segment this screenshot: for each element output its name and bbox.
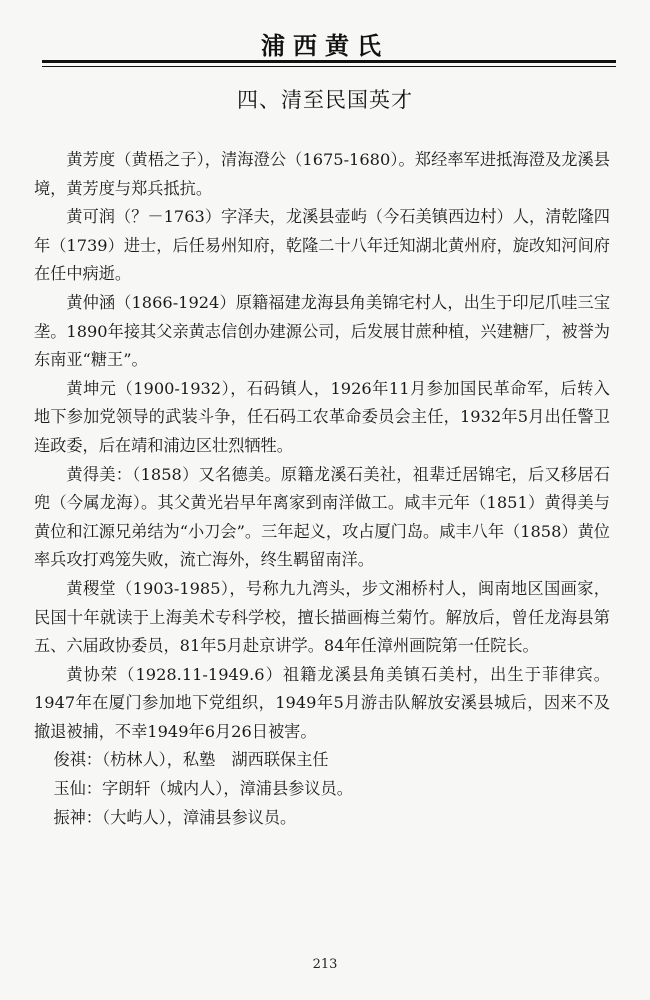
paragraph-huang-kunyuan: 黄坤元（1900-1932），石码镇人，1926年11月参加国民革命军，后转入地下参加党领导的武装斗争，任石码工农革命委员会主任，1932年5月出任警卫连政委，后在靖和浦边区壮烈牺牲。 — [34, 378, 610, 455]
paragraph-huang-fangdu: 黄芳度（黄梧之子），清海澄公（1675-1680）。郑经率军进抵海澄及龙溪县境，黄芳度与郑兵抵抗。 — [34, 150, 610, 198]
paragraph-huang-zhonghan: 黄仲涵（1866-1924）原籍福建龙海县角美锦宅村人，出生于印尼爪哇三宝垄。1890年接其父亲黄志信创办建源公司，后发展甘蔗种植，兴建糖厂，被誉为东南亚“糖王”。 — [34, 292, 610, 370]
paragraph-huang-xierong: 黄协荣（1928.11-1949.6）祖籍龙溪县角美镇石美村，出生于菲律宾。1947年在厦门参加地下党组织，1949年5月游击队解放安溪县城后，因来不及撤退被捕，不幸1949年6月26日被害。 — [34, 664, 610, 741]
header-rule-thick — [42, 60, 616, 63]
paragraph-huang-demei: 黄得美：（1858）又名德美。原籍龙溪石美社，祖辈迁居锦宅，后又移居石兜（今属龙海）。其父黄光岩早年离家到南洋做工。咸丰元年（1851）黄得美与黄位和江源兄弟结为“小刀会”。三年起义，攻占厦门岛。咸丰八年（1858）黄位率兵攻打鸡笼失败，流亡海外，终生羁留南洋。 — [34, 464, 610, 570]
sub-entry-zhenshen: 振神：（大屿人），漳浦县参议员。 — [53, 807, 297, 827]
body-text — [34, 146, 610, 832]
header-rule-thin — [42, 66, 616, 67]
running-header-title: 浦西黄氏 — [261, 32, 389, 60]
sub-entry-yuxian: 玉仙：字朗轩（城内人），漳浦县参议员。 — [53, 779, 353, 799]
sub-entry-junqi: 俊祺：（枋林人），私塾 湖西联保主任 — [53, 750, 329, 770]
paragraph-huang-jitang: 黄稷堂（1903-1985），号称九九湾头，步文湘桥村人，闽南地区国画家，民国十年就读于上海美术专科学校，擅长描画梅兰菊竹。解放后，曾任龙海县第五、六届政协委员，81年5月赴京讲学。84年任漳州画院第一任院长。 — [34, 578, 610, 656]
section-title: 四、清至民国英才 — [237, 88, 413, 112]
paragraph-huang-kerun: 黄可润（？－1763）字泽夫，龙溪县壶屿（今石美镇西边村）人，清乾隆四年（1739）进士，后任易州知府，乾隆二十八年迁知湖北黄州府，旋改知河间府在任中病逝。 — [34, 207, 610, 284]
page-number: 213 — [312, 957, 338, 972]
